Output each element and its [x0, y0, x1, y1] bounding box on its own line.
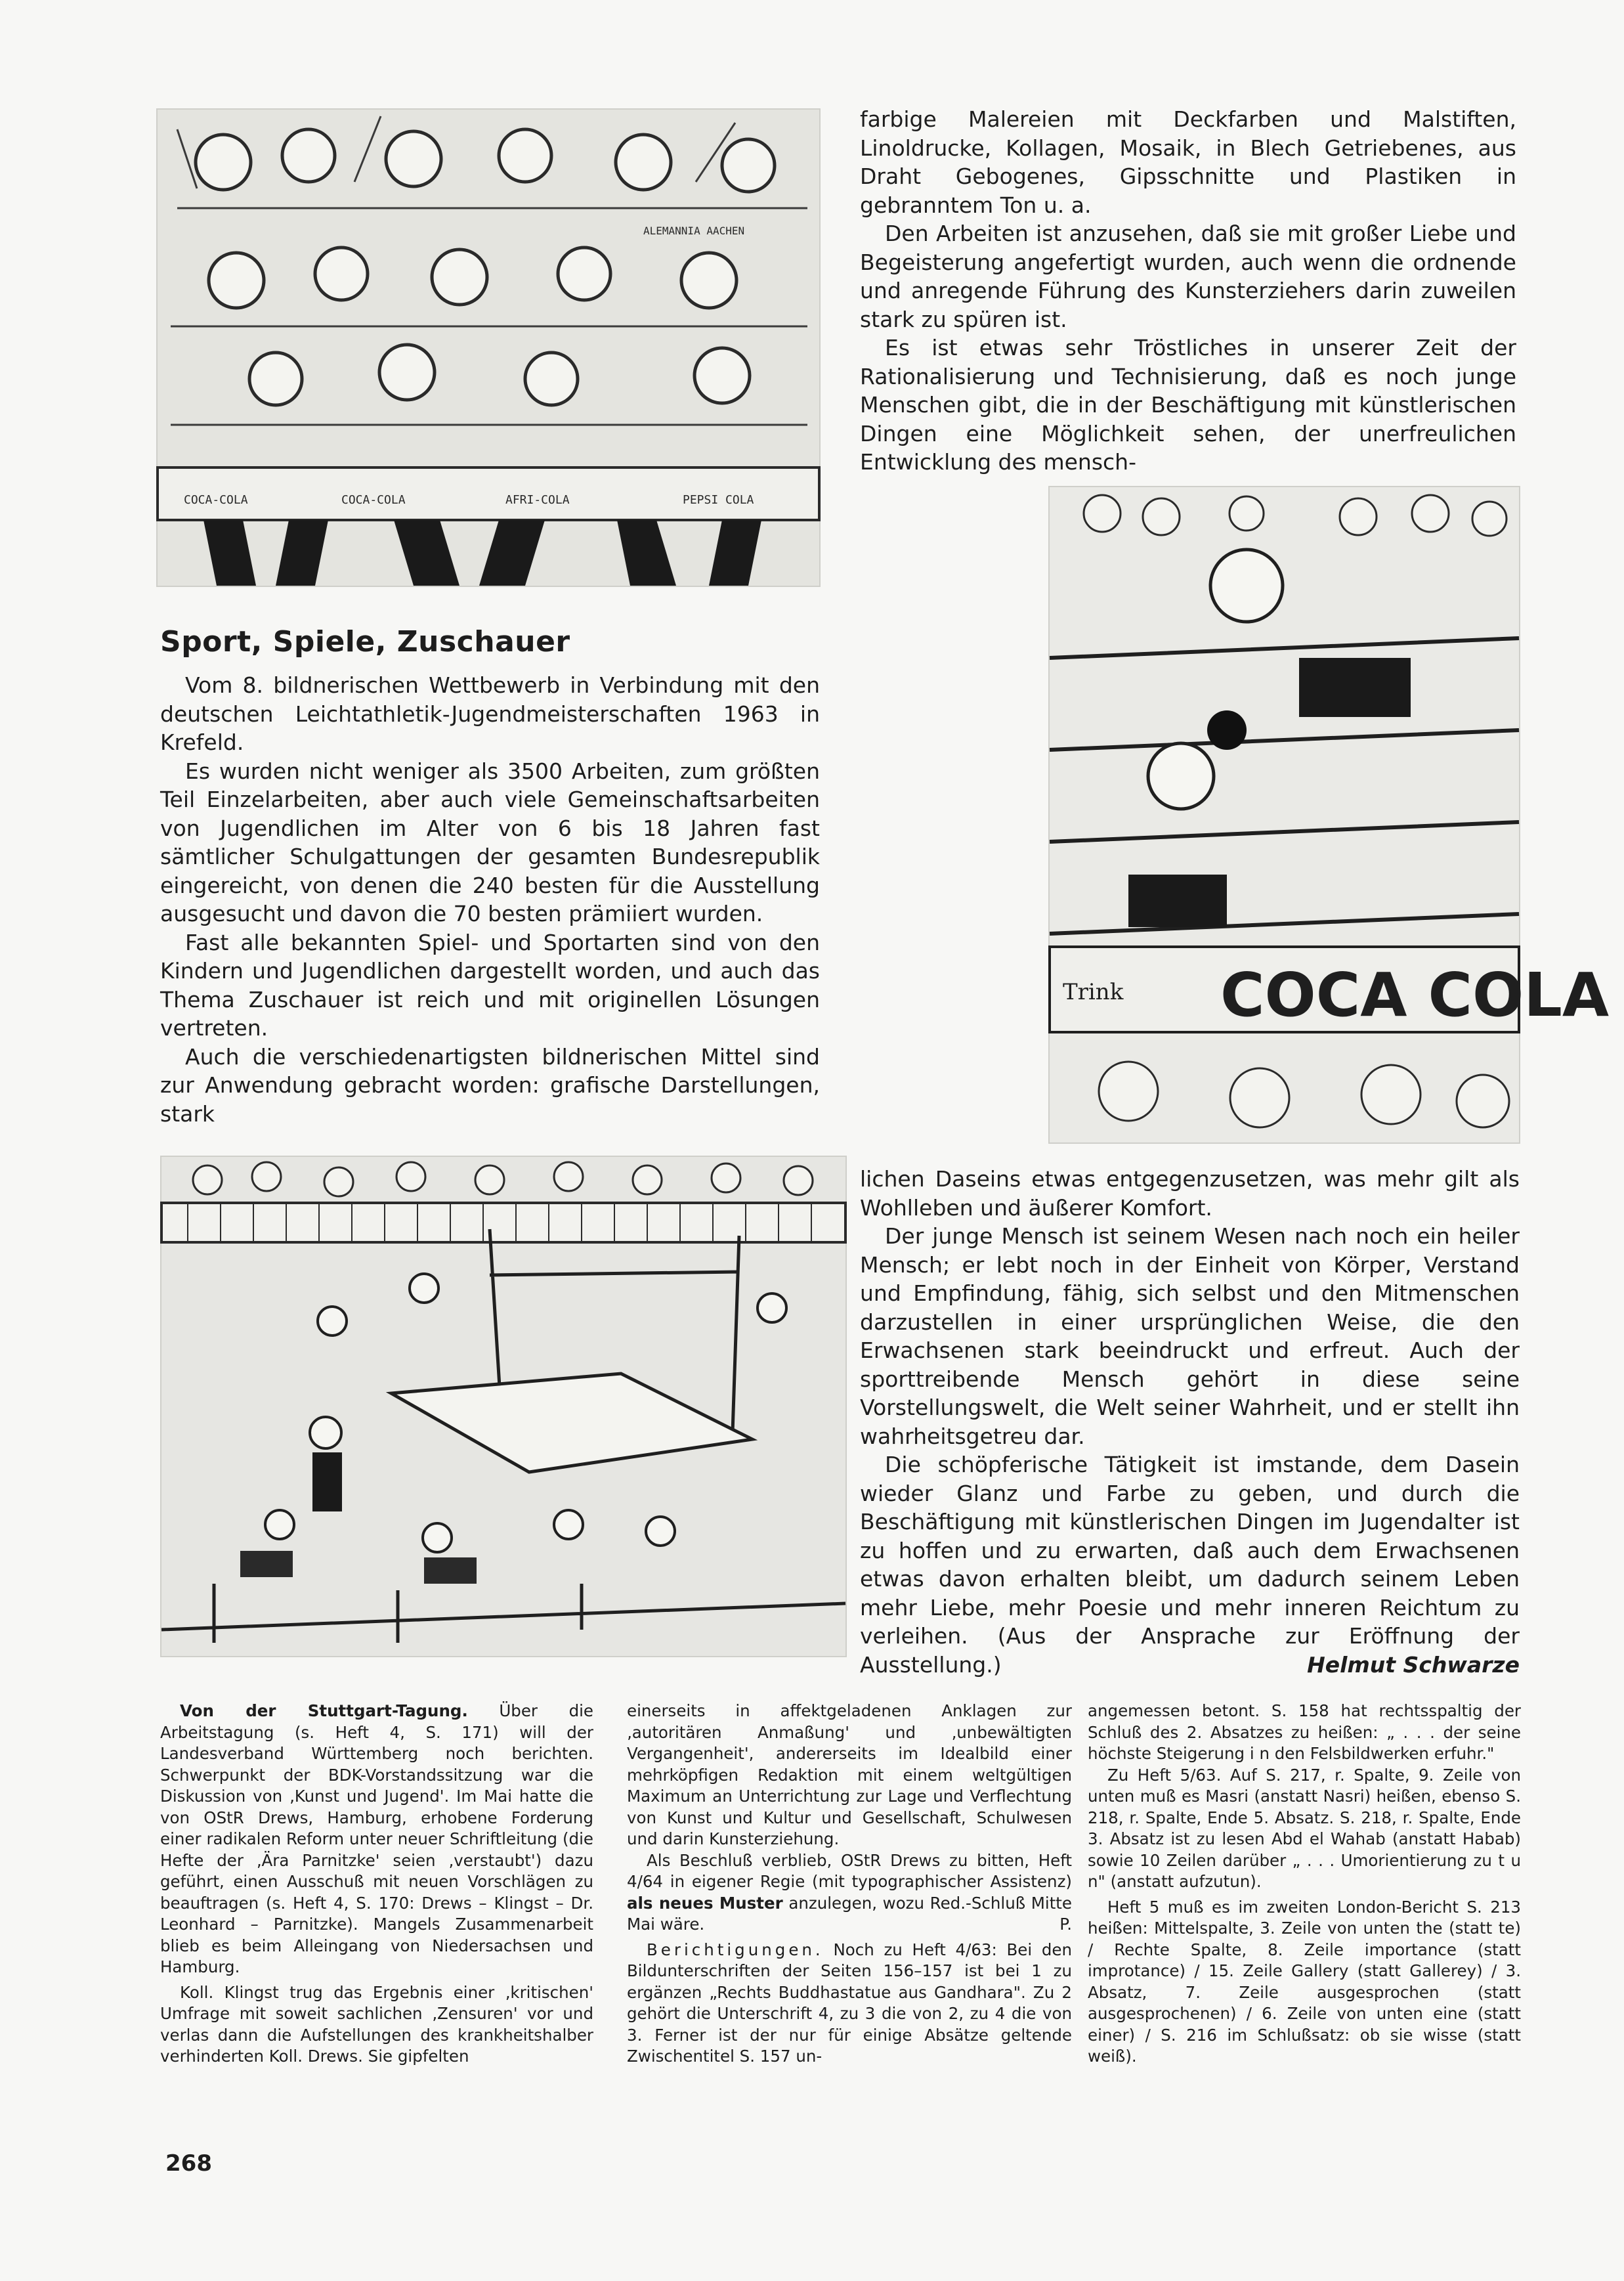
notes-column-2 [627, 1701, 1072, 2068]
paragraph: lichen Daseins etwas entgegenzusetzen, was mehr gilt als Wohlleben und äußerer Komfort. [860, 1166, 1520, 1221]
paragraph: Es wurden nicht weniger als 3500 Arbeiten, zum größten Teil Einzelarbeiten, aber auch viele Gemeinschaftsarbeiten von Jugendlichen im Alter von 6 bis 18 Jahren fast sämtlicher Schulgattungen der gesamten Bundesrepublik eingereicht, von denen die 240 besten für die Ausstellung ausgesucht und davon die 70 besten prämiiert wurden. [160, 758, 820, 926]
sign-text: COCA-COLA [341, 493, 406, 507]
sign-text: AFRI-COLA [505, 493, 570, 507]
note-text: Zu Heft 5/63. Auf S. 217, r. Spalte, 9. Zeile von unten muß es Masri (anstatt Nasri) heißen, ebenso S. 218, r. Spalte, Ende 5. Absatz. S. 218, r. Spalte, Ende 3. Absatz ist zu lesen Abd el Wahab (anstatt Habab) sowie 10 Zeilen darüber „ . . . Umorientierung zu t u n" (anstatt aufzutun). [1088, 1765, 1521, 1891]
paragraph: Vom 8. bildnerischen Wettbewerb in Verbindung mit den deutschen Leichtathletik-Jugendmeisterschaften 1963 in Krefeld. [160, 672, 820, 755]
athletics-illustration [160, 1156, 847, 1657]
continuation-text [860, 1165, 1520, 1680]
paragraph: farbige Malereien mit Deckfarben und Malstiften, Linoldrucke, Kollagen, Mosaik, in Blech Getriebenes, aus Draht Gebogenes, Gipsschnitte und Plastiken in gebranntem Ton u. a. [860, 106, 1516, 218]
paragraph: Es ist etwas sehr Tröstliches in unserer Zeit der Rationalisierung und Technisierung, daß es noch junge Menschen gibt, die in der Beschäftigung mit künstlerischen Dingen eine Möglichkeit sehen, der unerfreulichen Entwicklung des mensch- [860, 335, 1516, 475]
sign-text: PEPSI COLA [683, 493, 754, 507]
note-text: angemessen betont. S. 158 hat rechtsspaltig der Schluß des 2. Absatzes zu heißen: „ . . . der seine höchste Steigerung i n den Felsbildwerken erfuhr." [1088, 1701, 1521, 1763]
paragraph: Auch die verschiedenartigsten bildnerischen Mittel sind zur Anwendung gebracht worden: grafische Darstellungen, stark [160, 1043, 820, 1127]
note-text: Noch zu Heft 4/63: Bei den Bildunterschriften der Seiten 156–157 ist bei 1 zu ergänzen „Rechts Buddhastatue aus Gandhara". Zu 2 gehört die Unterschrift 4, zu 3 die von 2, zu 4 die von 3. Ferner ist der nur für einige Absätze geltende Zwischentitel S. 157 un- [627, 1940, 1072, 2066]
paragraph: Der junge Mensch ist seinem Wesen nach noch ein heiler Mensch; er lebt noch in der Einheit von Körper, Verstand und Empfindung, fähig, sich selbst und den Mitmenschen darzustellen in einer ursprünglichen Weise, die den Erwachsenen stark beeindruckt und erfreut. Auch der sporttreibende Mensch gehört in diese seine Vorstellungswelt, die Welt seiner Wahrheit, und er stellt ihn wahrheitsgetreu dar. [860, 1223, 1520, 1449]
sign-text: COCA COLA [1220, 960, 1610, 1030]
article-body [160, 671, 820, 1128]
sign-text: COCA-COLA [184, 493, 248, 507]
note-text: Heft 5 muß es im zweiten London-Bericht S. 213 heißen: Mittelspalte, 3. Zeile von unten the (statt te) / Rechte Spalte, 8. Zeile importance (statt improtance) / 15. Zeile Gallery (statt Gallerey) / 3. Absatz, 7. Zeile ausgesprochen (statt ausgesprochenen) / 6. Zeile von unten eine (statt einer) / S. 216 im Schlußsatz: ob sie wisse (statt weiß). [1088, 1897, 1521, 2066]
page-number: 268 [165, 2150, 212, 2177]
athletics-sketch [161, 1157, 845, 1656]
signature: Helmut Schwarze [1307, 1652, 1520, 1678]
note-lead: Von der Stuttgart-Tagung. [180, 1701, 468, 1720]
notes-column-3 [1088, 1701, 1521, 2068]
note-text: Koll. Klingst trug das Ergebnis einer ‚kritischen' Umfrage mit soweit sachlichen ‚Zensuren' vor und verlas dann die Aufstellungen des krankheitshalber verhinderten Koll. Drews. Sie gipfelten [160, 1982, 593, 2066]
boxing-illustration [1048, 486, 1610, 1144]
top-right-text [860, 105, 1516, 477]
sign-text: Trink [1063, 979, 1124, 1005]
spectators-sketch [158, 110, 819, 586]
note-lead: Berichtigungen. [647, 1940, 824, 1959]
note-initial: P. [1059, 1915, 1072, 1934]
article-title: Sport, Spiele, Zuschauer [160, 625, 570, 659]
note-text: Als Beschluß verblieb, OStR Drews zu bitten, Heft 4/64 in eigener Regie (mit typographischer Assistenz) [627, 1850, 1072, 1891]
paragraph: Die schöpferische Tätigkeit ist imstande, dem Dasein wieder Glanz und Farbe zu geben, und durch die Beschäftigung mit künstlerischen Dingen im Jugendalter ist zu hoffen und zu erwarten, daß auch dem Erwachsenen etwas davon erhalten bleibt, um dadurch seinem Leben mehr Liebe, mehr Poesie und mehr inneren Reichtum zu verleihen. (Aus der Ansprache zur Eröffnung der Ausstellung.) [860, 1452, 1520, 1678]
boxing-sketch [1050, 487, 1610, 1142]
notes-column-1 [160, 1701, 593, 2068]
spectators-illustration [156, 108, 821, 587]
note-text: Über die Arbeitstagung (s. Heft 4, S. 171) will der Landesverband Württemberg noch berichten. Schwerpunkt der BDK-Vorstandssitzung war die Diskussion von ‚Kunst und Jugend'. Im Mai hatte die von OStR Drews, Hamburg, erhobene Forderung einer radikalen Reform unter neuer Schriftleitung (die Hefte der ‚Ära Parnitzke' seien ‚verstaubt') dazu geführt, einen Ausschuß mit neuen Vorschlägen zu beauftragen (s. Heft 4, S. 170: Drews – Klingst – Dr. Leonhard – Parnitzke). Mangels Zusammenarbeit blieb es beim Alleingang von Niedersachsen und Hamburg. [160, 1701, 593, 1976]
sign-text: ALEMANNIA AACHEN [643, 225, 745, 237]
note-emphasis: als neues Muster [627, 1893, 783, 1913]
paragraph: Den Arbeiten ist anzusehen, daß sie mit großer Liebe und Begeisterung angefertigt wurden, auch wenn die ordnende und anregende Führung des Kunsterziehers darin zuweilen stark zu spüren ist. [860, 221, 1516, 332]
note-text: anzulegen, wozu Red.-Schluß Mitte Mai wäre. [627, 1893, 1072, 1934]
paragraph: Fast alle bekannten Spiel- und Sportarten sind von den Kindern und Jugendlichen dargestellt worden, und auch das Thema Zuschauer ist reich und mit originellen Lösungen vertreten. [160, 929, 820, 1041]
note-text: einerseits in affektgeladenen Anklagen zur ‚autoritären Anmaßung' und ‚unbewältigten Vergangenheit', andererseits im Idealbild einer mehrköpfigen Redaktion mit einem weltgültigen Maximum an Unterrichtung zur Lage und Verflechtung von Kunst und Kultur und Gesellschaft, Schulwesen und darin Kunsterziehung. [627, 1701, 1072, 1848]
